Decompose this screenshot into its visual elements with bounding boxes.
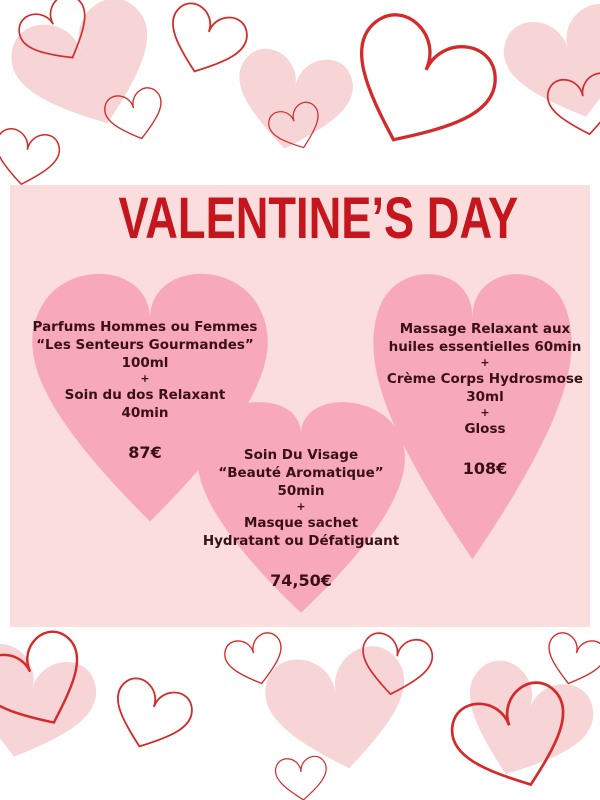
bg-heart-outline <box>104 674 197 760</box>
offer-price: 87€ <box>128 443 162 462</box>
offer-line: 30ml <box>466 389 504 405</box>
plus-sign: + <box>480 406 490 419</box>
offer-line: 100ml <box>121 355 169 371</box>
offer-line: 40min <box>121 405 169 421</box>
offer-line: Parfums Hommes ou Femmes <box>32 319 258 335</box>
offer-massage <box>370 320 600 478</box>
offer-line: huiles essentielles 60min <box>388 339 582 355</box>
offer-line: Soin du dos Relaxant <box>64 387 226 403</box>
offer-line: Soin Du Visage <box>243 447 359 463</box>
offer-line: Masque sachet <box>243 515 359 531</box>
bg-heart-fill <box>228 45 357 159</box>
plus-sign: + <box>480 356 490 369</box>
offer-line: “Les Senteurs Gourmandes” <box>36 337 254 353</box>
offer-price: 108€ <box>462 459 508 478</box>
offer-line: Gloss <box>464 421 506 437</box>
bg-heart-outline <box>274 755 328 800</box>
offer-line: Massage Relaxant aux <box>399 321 571 337</box>
bg-heart-fill <box>446 653 600 796</box>
bg-heart-outline <box>159 0 252 84</box>
bg-heart-fill <box>2 0 173 147</box>
page-title: VALENTINE’S DAY <box>118 186 519 251</box>
offer-line: “Beauté Aromatique” 50min <box>218 465 384 499</box>
bg-heart-outline <box>541 630 600 691</box>
plus-sign: + <box>296 500 306 513</box>
offer-price: 74,50€ <box>270 571 332 590</box>
bg-heart-fill <box>497 0 600 133</box>
offer-perfume <box>30 318 260 462</box>
offer-line: Crème Corps Hydrosmose <box>386 371 584 387</box>
offer-line: Hydratant ou Défatiguant <box>202 533 400 549</box>
bg-heart-outline <box>0 126 62 189</box>
plus-sign: + <box>140 372 150 385</box>
bg-heart-outline <box>330 4 506 169</box>
